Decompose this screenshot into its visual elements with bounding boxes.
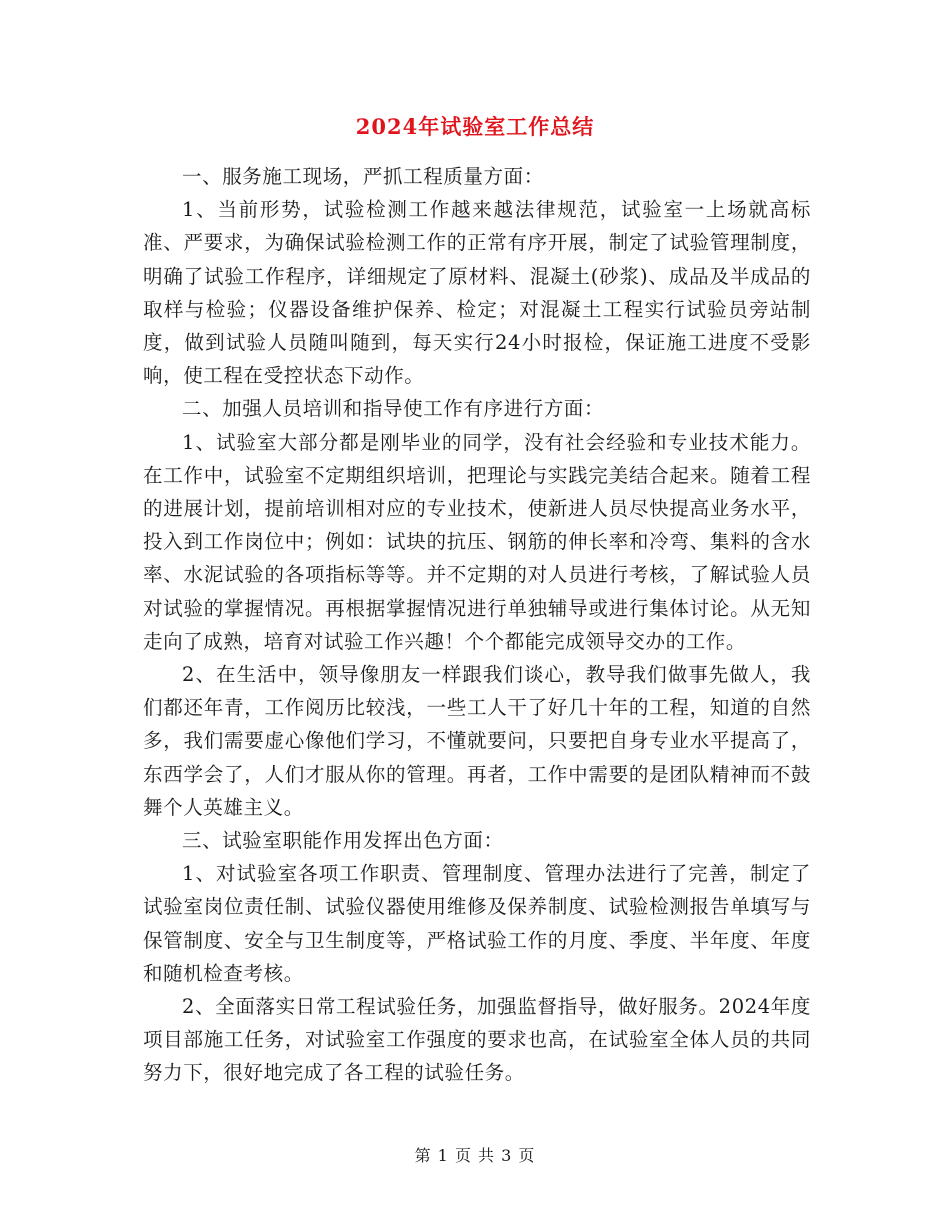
document-title: 2024年试验室工作总结 — [355, 114, 595, 139]
paragraph: 2、全面落实日常工程试验任务，加强监督指导，做好服务。2024年度项目部施工任务，对试验室工作强度的要求也高，在试验室全体人员的共同努力下，很好地完成了各工程的试验任务。 — [143, 995, 811, 1085]
paragraph: 2、在生活中，领导像朋友一样跟我们谈心，教导我们做事先做人，我们都还年青，工作阅历比较浅，一些工人干了好几十年的工程，知道的自然多，我们需要虚心像他们学习，不懂就要问，只要把自身专业水平提高了，东西学会了，人们才服从你的管理。再者，工作中需要的是团队精神而不鼓舞个人英雄主义。 — [143, 663, 811, 819]
document-body — [143, 160, 811, 1090]
paragraph: 1、当前形势，试验检测工作越来越法律规范，试验室一上场就高标准、严要求，为确保试验检测工作的正常有序开展，制定了试验管理制度，明确了试验工作程序，详细规定了原材料、混凝土(砂浆)、成品及半成品的取样与检验；仪器设备维护保养、检定；对混凝土工程实行试验员旁站制度，做到试验人员随叫随到，每天实行24小时报检，保证施工进度不受影响，使工程在受控状态下动作。 — [143, 198, 811, 388]
paragraph: 1、对试验室各项工作职责、管理制度、管理办法进行了完善，制定了试验室岗位责任制、试验仪器使用维修及保养制度、试验检测报告单填写与保管制度、安全与卫生制度等，严格试验工作的月度、季度、半年度、年度和随机检查考核。 — [143, 862, 811, 985]
paragraph: 1、试验室大部分都是刚毕业的同学，没有社会经验和专业技术能力。在工作中，试验室不定期组织培训，把理论与实践完美结合起来。随着工程的进展计划，提前培训相对应的专业技术，使新进人员尽快提高业务水平，投入到工作岗位中；例如：试块的抗压、钢筋的伸长率和冷弯、集料的含水率、水泥试验的各项指标等等。并不定期的对人员进行考核，了解试验人员对试验的掌握情况。再根据掌握情况进行单独辅导或进行集体讨论。从无知走向了成熟，培育对试验工作兴趣！个个都能完成领导交办的工作。 — [143, 430, 811, 653]
section-heading-3: 三、试验室职能作用发挥出色方面： — [182, 829, 504, 853]
page-footer: 第 1 页 共 3 页 — [414, 1146, 536, 1165]
section-heading-1: 一、服务施工现场，严抓工程质量方面： — [182, 165, 544, 188]
section-heading-2: 二、加强人员培训和指导使工作有序进行方面： — [182, 397, 605, 421]
